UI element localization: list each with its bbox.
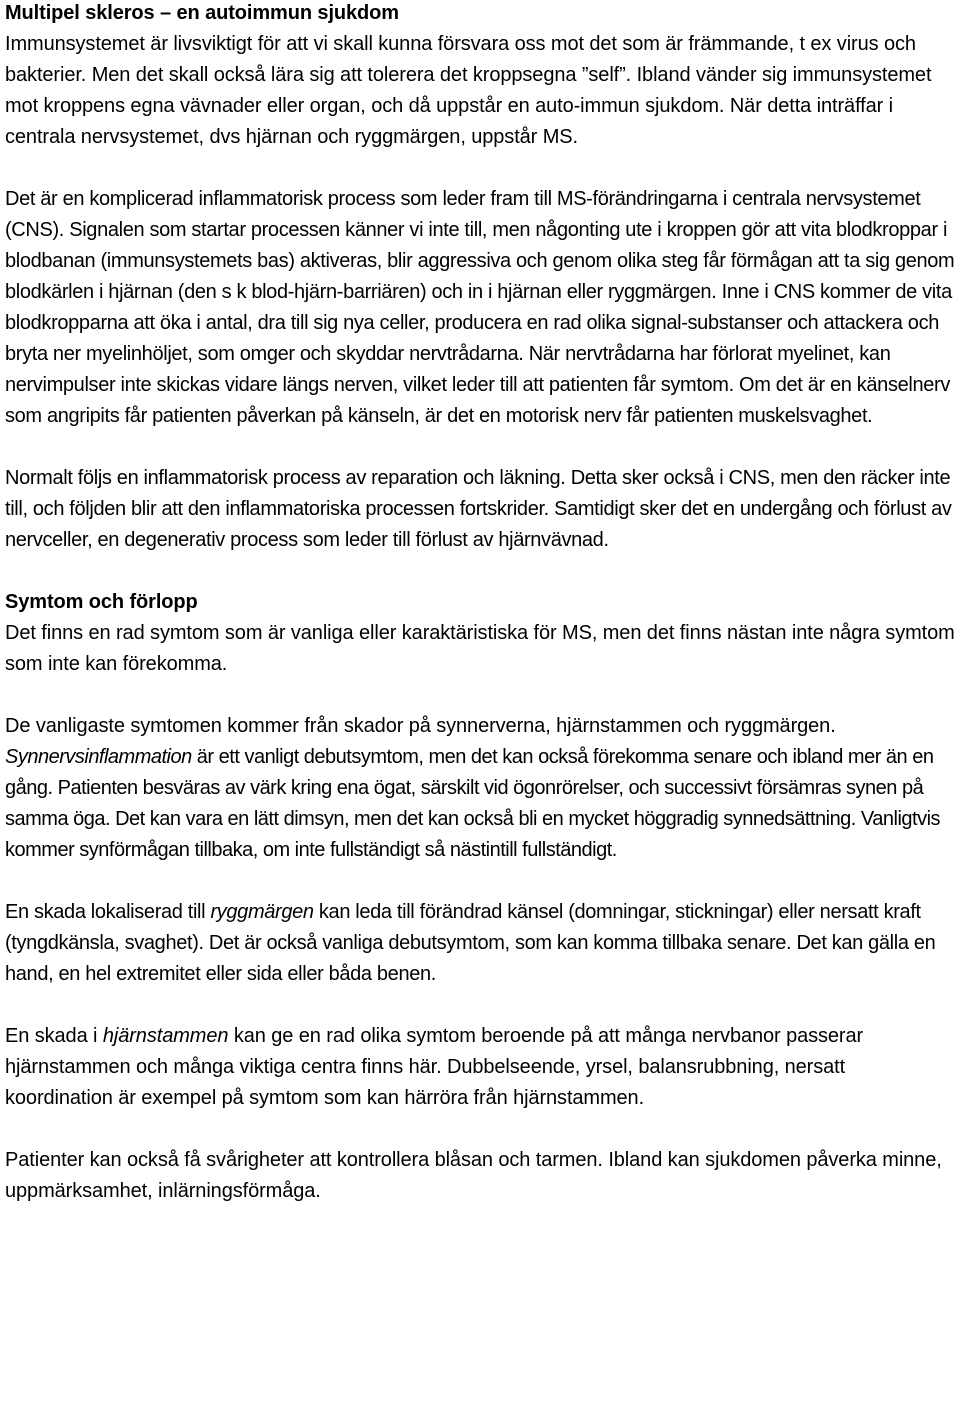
paragraph-inflammatory-process: Det är en komplicerad inflammatorisk process som leder fram till MS-förändringarna i centrala nervsystemet (CNS). Signalen som startar processen känner vi inte till, men någonting ute i kroppen gör att vita blodkroppar i blodbanan (immunsystemets bas) aktiveras, blir aggressiva och genom olika steg får förmågan att ta sig genom blodkärlen i hjärnan (den s k blod-hjärn-barriären) och in i hjärnan eller ryggmärgen. Inne i CNS kommer de vita blodkropparna att öka i antal, dra till sig nya celler, producera en rad olika signal-substanser och attackera och bryta ner myelinhöljet, som omger och skyddar nervtrådarna. När nervtrådarna har förlorat myelinet, kan nervimpulser inte skickas vidare längs nerven, vilket leder till att patienten får symtom. Om det är en känselnerv som angripits får patienten påverkan på känseln, är det en motorisk nerv får patienten muskelsvaghet.	[5, 188, 955, 427]
paragraph-repair: Normalt följs en inflammatorisk process av reparation och läkning. Detta sker också i CNS, men den räcker inte till, och följden blir att den inflammatoriska processen fortskrider. Samtidigt sker det en undergång och förlust av nervceller, en degenerativ process som leder till förlust av hjärnvävnad.	[5, 467, 952, 551]
term-spinal-cord: ryggmärgen	[210, 901, 314, 923]
paragraph-gap	[5, 680, 957, 711]
paragraph-gap	[5, 556, 957, 587]
brainstem-text: kan ge en rad olika symtom beroende på att många nervbanor passerar hjärnstammen och många viktiga centra finns här. Dubbelseende, yrsel, balansrubbning, nersatt koordination är exempel på symtom som kan härröra från hjärnstammen.	[5, 1025, 864, 1109]
paragraph-brainstem	[5, 1021, 957, 1114]
paragraph-symptoms-intro: Det finns en rad symtom som är vanliga eller karaktäristiska för MS, men det finns nästan inte några symtom som inte kan förekomma.	[5, 622, 955, 675]
paragraph-optic-neuritis	[5, 742, 957, 866]
paragraph-spinal-cord	[5, 897, 957, 990]
spinal-cord-prefix: En skada lokaliserad till	[5, 901, 211, 923]
page-title: Multipel skleros – en autoimmun sjukdom	[5, 2, 399, 24]
paragraph-gap	[5, 1114, 957, 1145]
spinal-cord-text: kan leda till förändrad känsel (domningar, stickningar) eller nersatt kraft (tyngdkänsla, svaghet). Det är också vanliga debutsymtom, som kan komma tillbaka senare. Det kan gälla en hand, en hel extremitet eller sida eller båda benen.	[5, 901, 936, 985]
paragraph-gap	[5, 432, 957, 463]
paragraph-gap	[5, 153, 957, 184]
optic-neuritis-text: är ett vanligt debutsymtom, men det kan också förekomma senare och ibland mer än en gång. Patienten besväras av värk kring ena ögat, särskilt vid ögonrörelser, och successivt försämras synen på samma öga. Det kan vara en lätt dimsyn, men det kan också bli en mycket höggradig synnedsättning. Vanligtvis kommer synförmågan tillbaka, om inte fullständigt så nästintill fullständigt.	[5, 746, 941, 861]
paragraph-gap	[5, 866, 957, 897]
paragraph-common-symptoms: De vanligaste symtomen kommer från skador på synnerverna, hjärnstammen och ryggmärgen.	[5, 715, 836, 737]
paragraph-bladder-cognition: Patienter kan också få svårigheter att kontrollera blåsan och tarmen. Ibland kan sjukdomen påverka minne, uppmärksamhet, inlärningsförmåga.	[5, 1149, 942, 1202]
term-optic-neuritis: Synnervsinflammation	[5, 746, 192, 768]
document-page	[5, 0, 957, 1207]
term-brainstem: hjärnstammen	[102, 1025, 229, 1047]
paragraph-gap	[5, 990, 957, 1021]
brainstem-prefix: En skada i	[5, 1025, 103, 1047]
section-heading-symptoms: Symtom och förlopp	[5, 591, 198, 613]
paragraph-autoimmune-intro: Immunsystemet är livsviktigt för att vi skall kunna försvara oss mot det som är främmande, t ex virus och bakterier. Men det skall också lära sig att tolerera det kroppsegna ”self”. Ibland vänder sig immunsystemet mot kroppens egna vävnader eller organ, och då uppstår en auto-immun sjukdom. När detta inträffar i centrala nervsystemet, dvs hjärnan och ryggmärgen, uppstår MS.	[5, 33, 932, 148]
